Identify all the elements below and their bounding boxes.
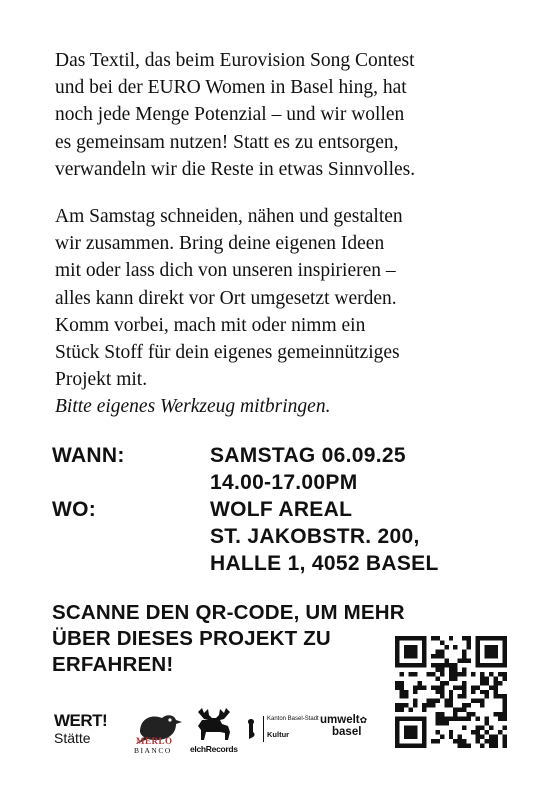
kanton-basel-stadt-logo: [245, 712, 317, 748]
hall-row: [52, 550, 439, 577]
elch-records-logo: [190, 706, 238, 756]
where-label: WO:: [52, 498, 97, 521]
cta-line: SCANNE DEN QR-CODE, UM MEHR: [52, 601, 405, 624]
when-row: [52, 442, 439, 469]
umwelt-basel-logo: [320, 714, 378, 744]
qr-code[interactable]: [395, 636, 507, 748]
cta-line: ÜBER DIESES PROJEKT ZU: [52, 627, 331, 650]
intro-line: und bei der EURO Women in Basel hing, hat: [55, 77, 407, 99]
intro-line: es gemeinsam nutzen! Statt es zu entsorgen,: [55, 131, 399, 153]
details-line: Stück Stoff für dein eigenes gemeinnütziges: [55, 342, 400, 364]
details-line: mit oder lass dich von unseren inspirieren –: [55, 260, 396, 282]
tools-note: Bitte eigenes Werkzeug mitbringen.: [55, 396, 331, 418]
wert-logo-bottom: Stätte: [54, 730, 91, 746]
merlo-logo-top: MERLO: [136, 736, 173, 746]
details-line: Komm vorbei, mach mit oder nimm ein: [55, 314, 366, 336]
cta-line: ERFAHREN!: [52, 653, 174, 676]
details-line: Am Samstag schneiden, nähen und gestalten: [55, 206, 403, 227]
event-info: [52, 442, 439, 577]
details-paragraph: [55, 203, 525, 421]
moose-icon: [190, 706, 238, 744]
event-time: 14.00-17.00PM: [210, 471, 358, 494]
intro-line: verwandeln wir die Reste in etwas Sinnvolles.: [55, 158, 416, 180]
kanton-logo-top: Kanton Basel-Stadt: [267, 716, 319, 722]
event-venue: WOLF AREAL: [210, 498, 353, 521]
qr-call-to-action: [52, 600, 405, 678]
logo-divider: [263, 716, 264, 742]
wert-staette-logo: [54, 712, 116, 752]
details-line: alles kann direkt vor Ort umgesetzt werden.: [55, 287, 397, 309]
intro-line: Das Textil, das beim Eurovision Song Contest: [55, 50, 415, 71]
wert-logo-top: WERT!: [54, 711, 108, 730]
when-label: WANN:: [52, 444, 125, 467]
elch-logo-text: elchRecords: [190, 744, 238, 754]
details-line: Projekt mit.: [55, 369, 148, 391]
details-line: wir zusammen. Bring deine eigenen Ideen: [55, 233, 385, 255]
merlo-bianco-logo: [130, 706, 186, 756]
where-row: [52, 496, 439, 523]
event-date: SAMSTAG 06.09.25: [210, 444, 406, 467]
basel-crest-icon: [245, 718, 257, 740]
merlo-logo-bottom: BIANCO: [134, 746, 172, 755]
intro-paragraph: [55, 47, 525, 183]
event-hall: HALLE 1, 4052 BASEL: [210, 552, 439, 575]
intro-line: noch jede Menge Potenzial – und wir wollen: [55, 104, 405, 126]
event-street: ST. JAKOBSTR. 200,: [210, 525, 420, 548]
umwelt-logo-bottom: basel: [332, 726, 362, 738]
time-row: [52, 469, 439, 496]
kanton-logo-bottom: Kultur: [267, 730, 290, 739]
umwelt-logo-top: umwelt✿: [320, 714, 368, 726]
street-row: [52, 523, 439, 550]
